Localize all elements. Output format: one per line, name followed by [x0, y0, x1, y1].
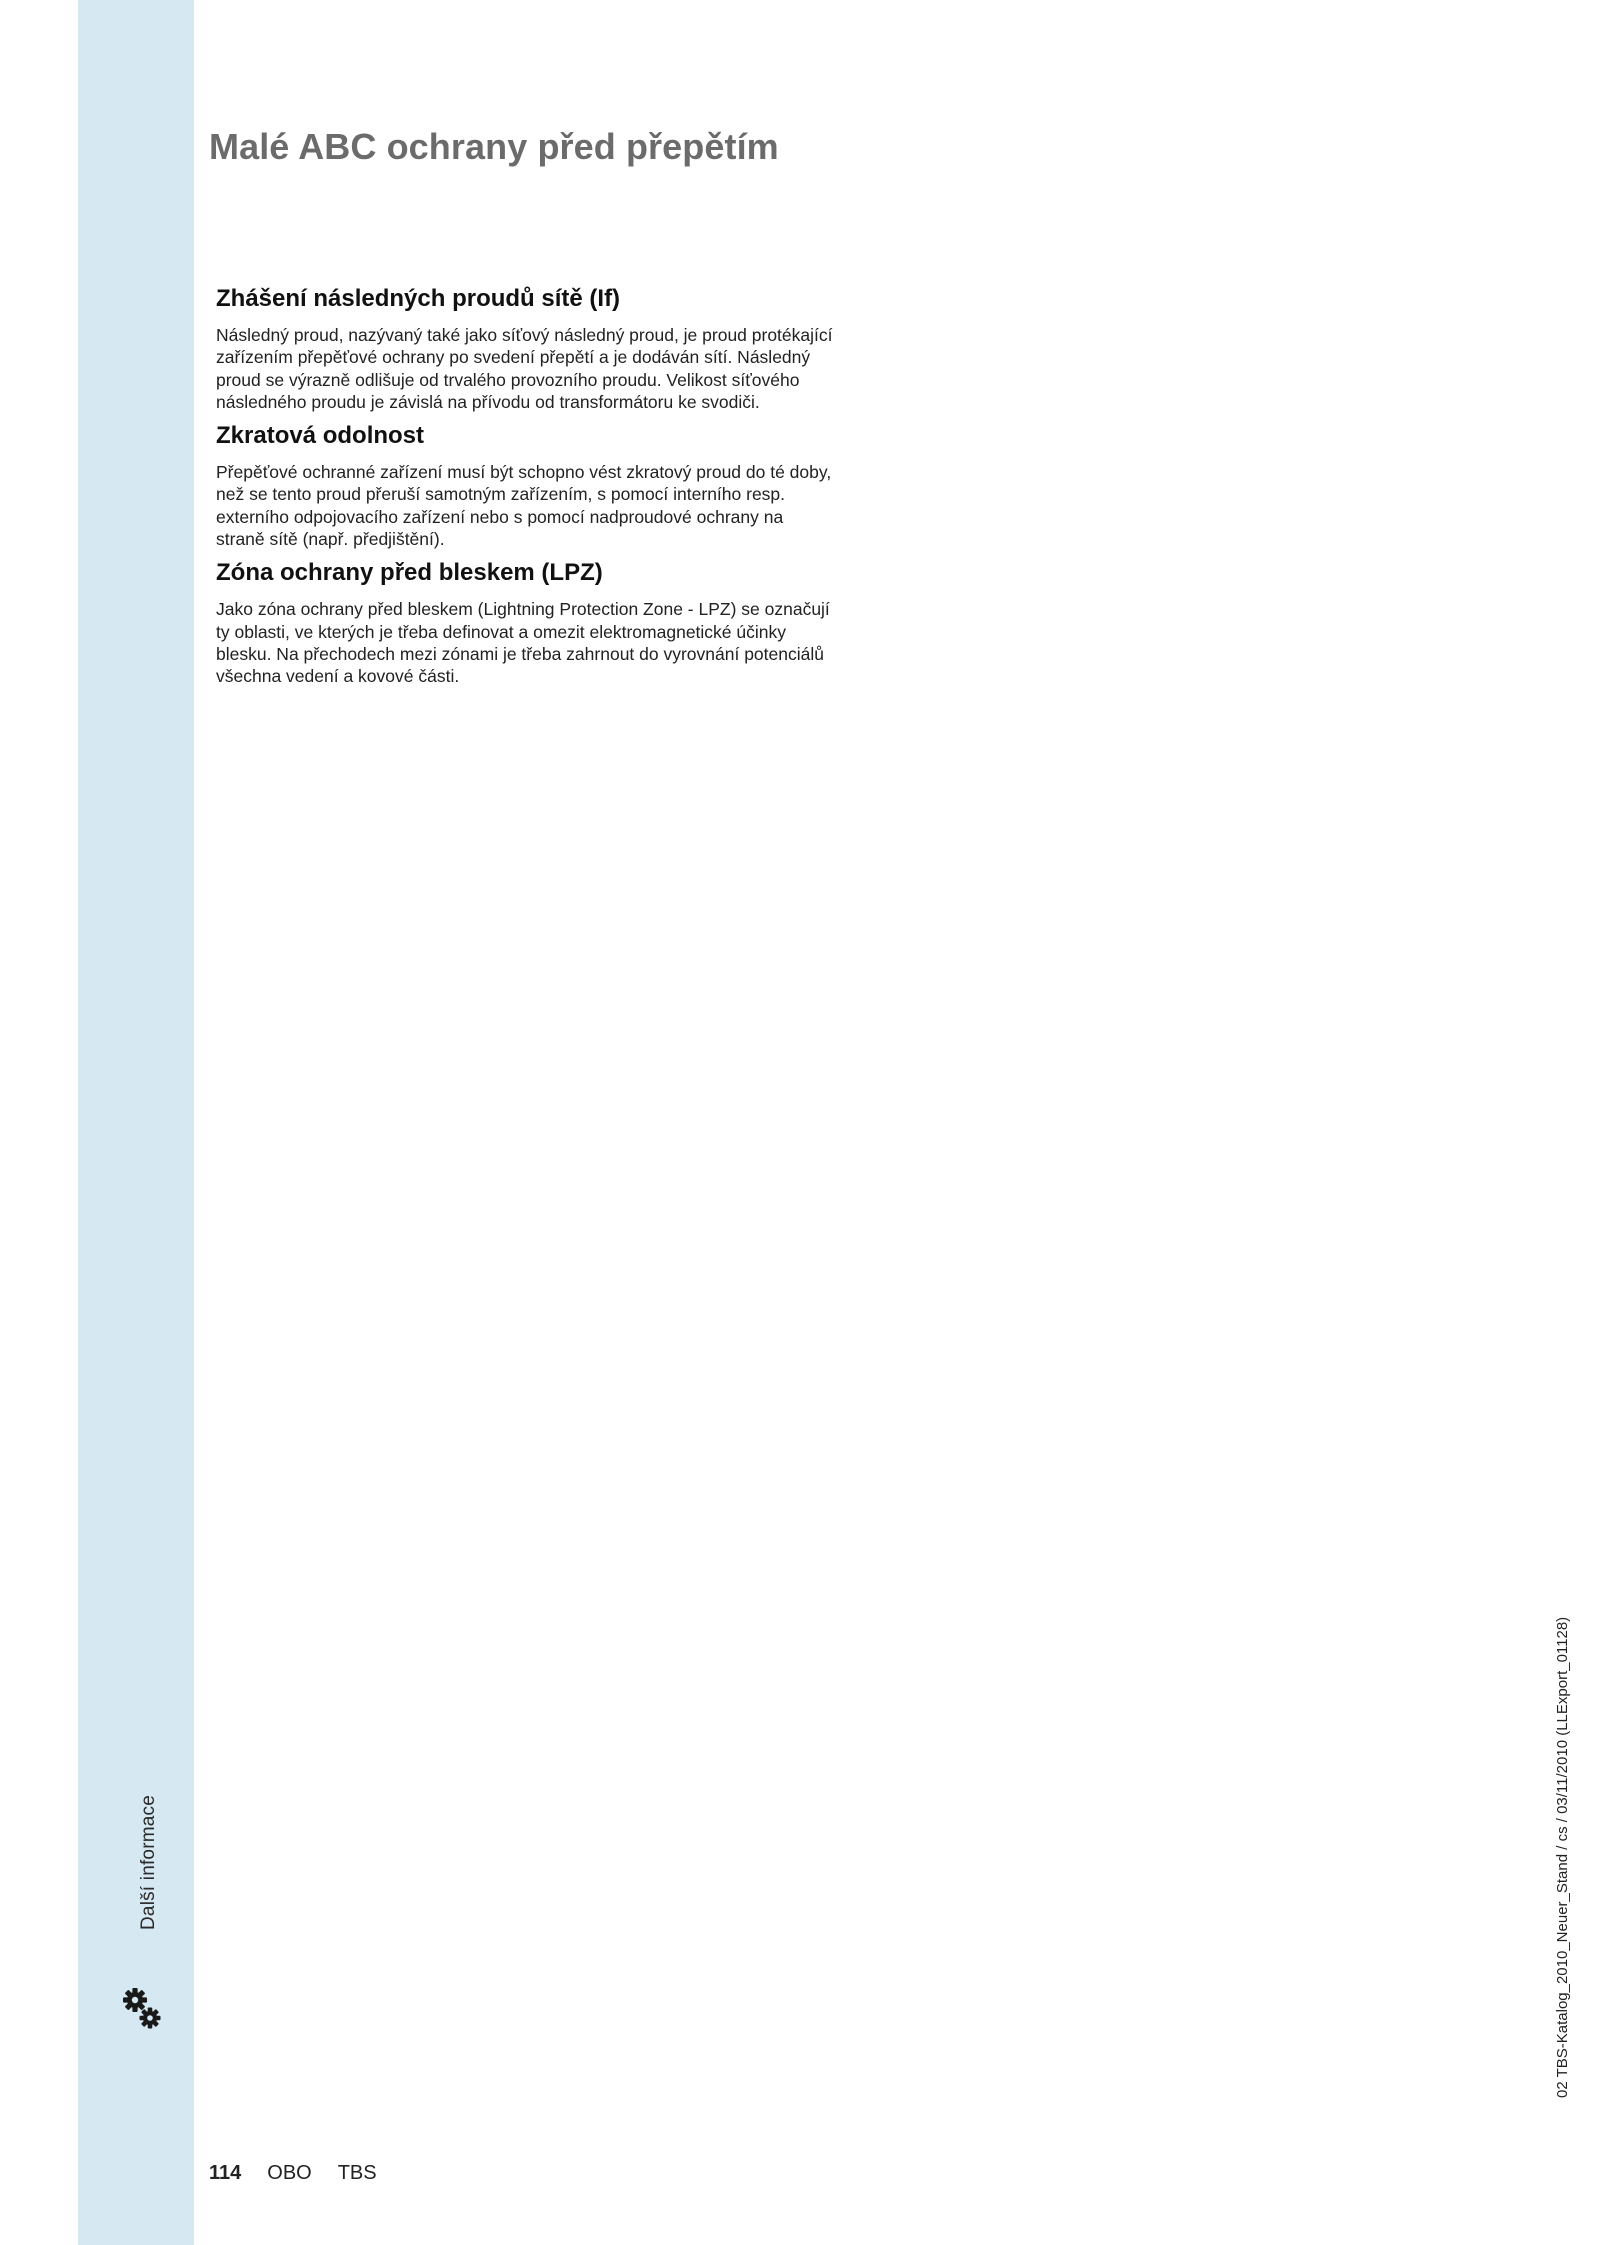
section-heading: Zóna ochrany před bleskem (LPZ) [216, 559, 603, 587]
product-name: TBS [337, 2162, 377, 2184]
section-follow-current [216, 284, 836, 413]
section-heading: Zhášení následných proudů sítě (If) [216, 285, 621, 312]
page-title: Malé ABC ochrany před přepětím [209, 126, 779, 167]
page-number: 114 [209, 2162, 242, 2184]
content-column [216, 284, 836, 696]
section-short-circuit [216, 421, 836, 550]
section-heading: Zkratová odolnost [216, 422, 425, 450]
sidebar-band [78, 0, 194, 2245]
page-footer [209, 2162, 377, 2185]
sidebar-section-label: Další informace [138, 1795, 159, 1930]
section-paragraph: Přepěťové ochranné zařízení musí být schopno vést zkratový proud do té doby, než se tento proud přeruší samotným zařízením, s pomocí interního resp. externího odpojovacího zařízení nebo s pomocí nadproudové ochrany na straně sítě (např. předjištění). [216, 462, 832, 550]
catalog-reference: 02 TBS-Katalog_2010_Neuer_Stand / cs / 03/11/2010 (LLExport_01128) [1554, 1616, 1571, 2098]
brand-name: OBO [267, 2162, 312, 2184]
gears-icon [118, 1985, 166, 2033]
section-lightning-zone [216, 558, 836, 687]
section-paragraph: Jako zóna ochrany před bleskem (Lightning Protection Zone - LPZ) se označují ty oblasti, ve kterých je třeba definovat a omezit elektromagnetické účinky blesku. Na přechodech mezi zónami je třeba zahrnout do vyrovnání potenciálů všechna vedení a kovové části. [216, 599, 830, 687]
section-paragraph: Následný proud, nazývaný také jako síťový následný proud, je proud protékající zařízením přepěťové ochrany po svedení přepětí a je dodáván sítí. Následný proud se výrazně odlišuje od trvalého provozního proudu. Velikost síťového následného proudu je závislá na přívodu od transformátoru ke svodiči. [216, 325, 833, 412]
